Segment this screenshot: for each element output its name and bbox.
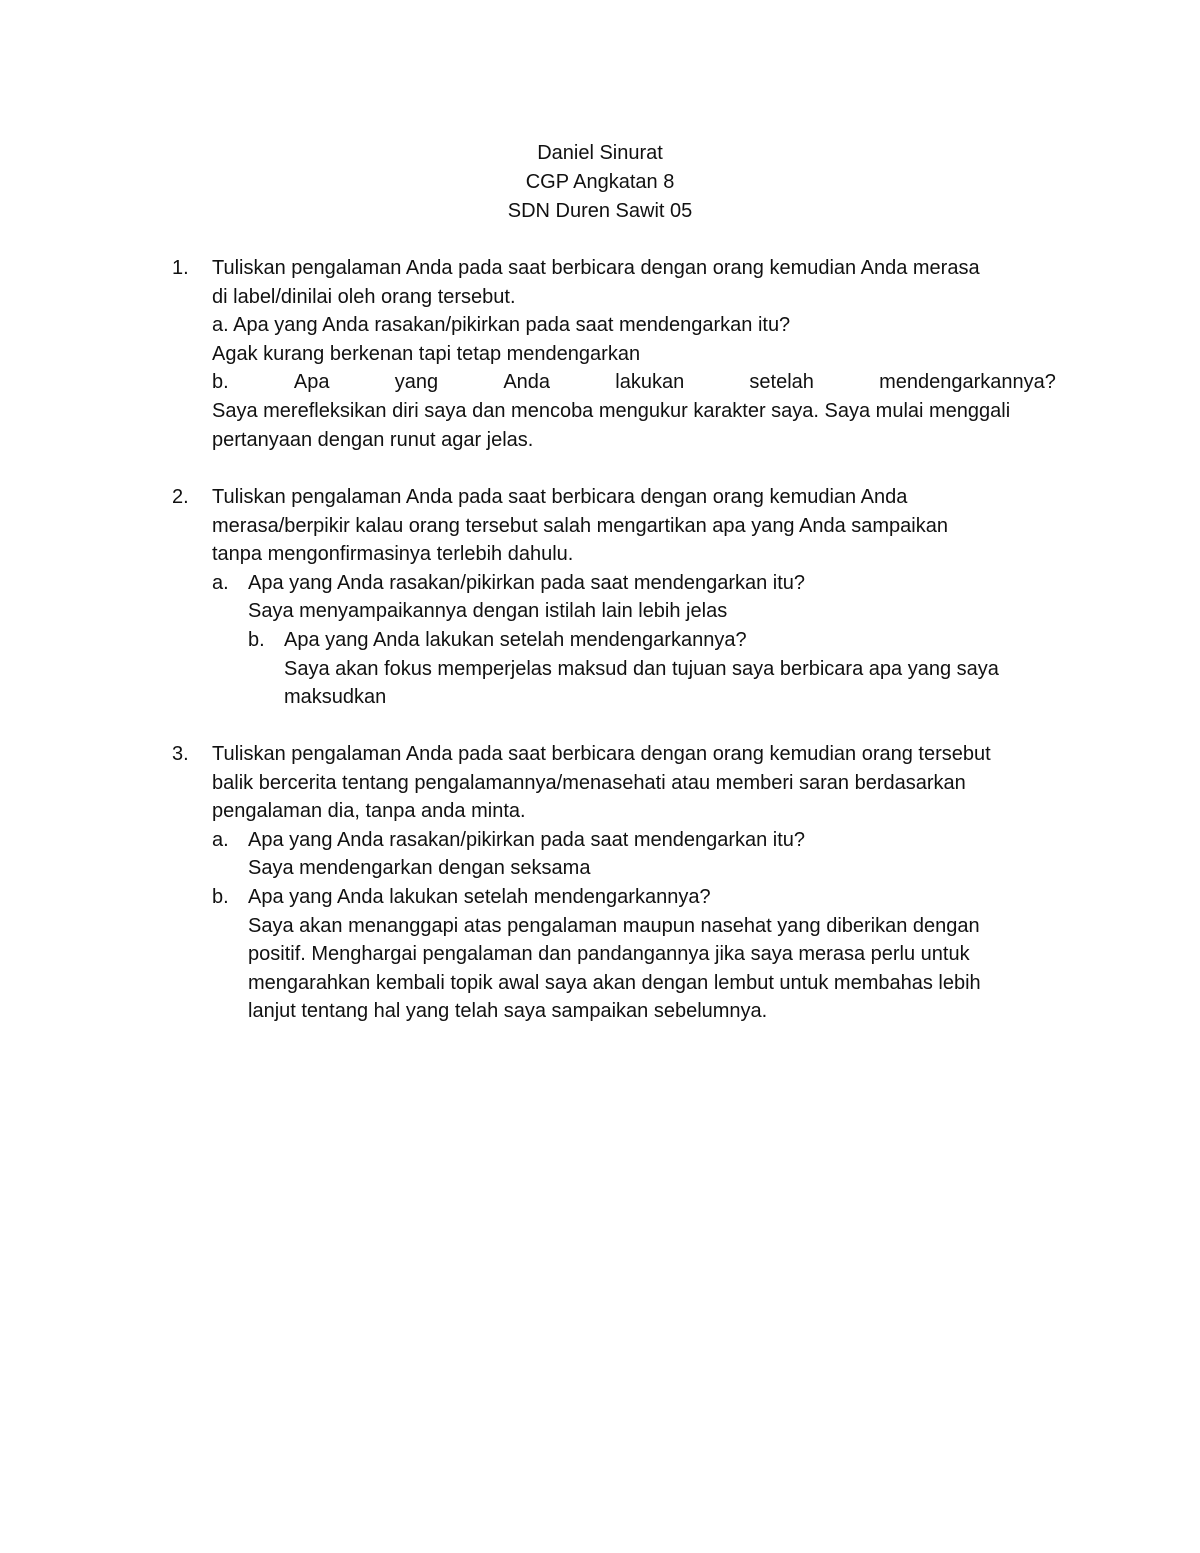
question-text-line: merasa/berpikir kalau orang tersebut salah mengartikan apa yang Anda sampaikan bbox=[212, 514, 948, 537]
question-text-line: balik bercerita tentang pengalamannya/menasehati atau memberi saran berdasarkan bbox=[212, 771, 966, 794]
sub-question-b: Apa yang Anda lakukan setelah mendengarkannya? bbox=[248, 886, 711, 908]
justified-word: lakukan bbox=[615, 371, 685, 394]
question-text-line: Tuliskan pengalaman Anda pada saat berbicara dengan orang kemudian Anda bbox=[212, 486, 908, 508]
sub-question-b bbox=[212, 368, 1056, 397]
sub-question-marker-a: a. bbox=[212, 828, 229, 851]
answer-b-line: Saya akan fokus memperjelas maksud dan tujuan saya berbicara apa yang saya bbox=[284, 657, 999, 680]
sub-question-marker-a: a. bbox=[212, 571, 229, 594]
question-text-line: di label/dinilai oleh orang tersebut. bbox=[212, 285, 516, 308]
question-text-line: Tuliskan pengalaman Anda pada saat berbicara dengan orang kemudian Anda merasa bbox=[212, 257, 980, 279]
question-number: 1. bbox=[172, 257, 189, 279]
answer-b-line: positif. Menghargai pengalaman dan pandangannya jika saya merasa perlu untuk bbox=[248, 943, 970, 966]
question-text-line: pengalaman dia, tanpa anda minta. bbox=[212, 800, 526, 823]
justified-word: Anda bbox=[503, 371, 551, 394]
answer-b-line: lanjut tentang hal yang telah saya sampaikan sebelumnya. bbox=[248, 1000, 768, 1023]
answer-b-line: maksudkan bbox=[284, 686, 387, 709]
sub-question-a: a. Apa yang Anda rasakan/pikirkan pada saat mendengarkan itu? bbox=[212, 314, 791, 337]
answer-b-line: Saya akan menanggapi atas pengalaman maupun nasehat yang diberikan dengan bbox=[248, 914, 980, 937]
program-name: CGP Angkatan 8 bbox=[525, 171, 675, 193]
school-name: SDN Duren Sawit 05 bbox=[507, 200, 693, 222]
sub-question-b: Apa yang Anda lakukan setelah mendengarkannya? bbox=[284, 629, 747, 651]
author-name: Daniel Sinurat bbox=[537, 142, 663, 164]
answer-a: Saya mendengarkan dengan seksama bbox=[248, 857, 591, 880]
answer-b-line: mengarahkan kembali topik awal saya akan dengan lembut untuk membahas lebih bbox=[248, 971, 981, 994]
justified-word: yang bbox=[394, 371, 439, 394]
document-header bbox=[0, 139, 1200, 226]
justified-word: Apa bbox=[293, 371, 330, 394]
sub-question-marker-b: b. bbox=[212, 886, 229, 908]
sub-question-marker-b: b. bbox=[248, 629, 265, 651]
question-text-line: Tuliskan pengalaman Anda pada saat berbicara dengan orang kemudian orang tersebut bbox=[212, 743, 991, 765]
justified-word: mendengarkannya? bbox=[879, 371, 1056, 394]
sub-question-a: Apa yang Anda rasakan/pikirkan pada saat mendengarkan itu? bbox=[248, 571, 806, 594]
question-number: 2. bbox=[172, 486, 189, 508]
answer-b-line: Saya merefleksikan diri saya dan mencoba mengukur karakter saya. Saya mulai menggali bbox=[212, 400, 1011, 422]
answer-a: Saya menyampaikannya dengan istilah lain lebih jelas bbox=[248, 600, 728, 623]
answer-b-line: pertanyaan dengan runut agar jelas. bbox=[212, 428, 534, 451]
answer-a: Agak kurang berkenan tapi tetap mendengarkan bbox=[212, 342, 641, 365]
question-number: 3. bbox=[172, 743, 189, 765]
question-text-line: tanpa mengonfirmasinya terlebih dahulu. bbox=[212, 543, 574, 566]
sub-question-a: Apa yang Anda rasakan/pikirkan pada saat mendengarkan itu? bbox=[248, 828, 806, 851]
justified-word: setelah bbox=[749, 371, 814, 394]
justified-word: b. bbox=[212, 371, 229, 394]
